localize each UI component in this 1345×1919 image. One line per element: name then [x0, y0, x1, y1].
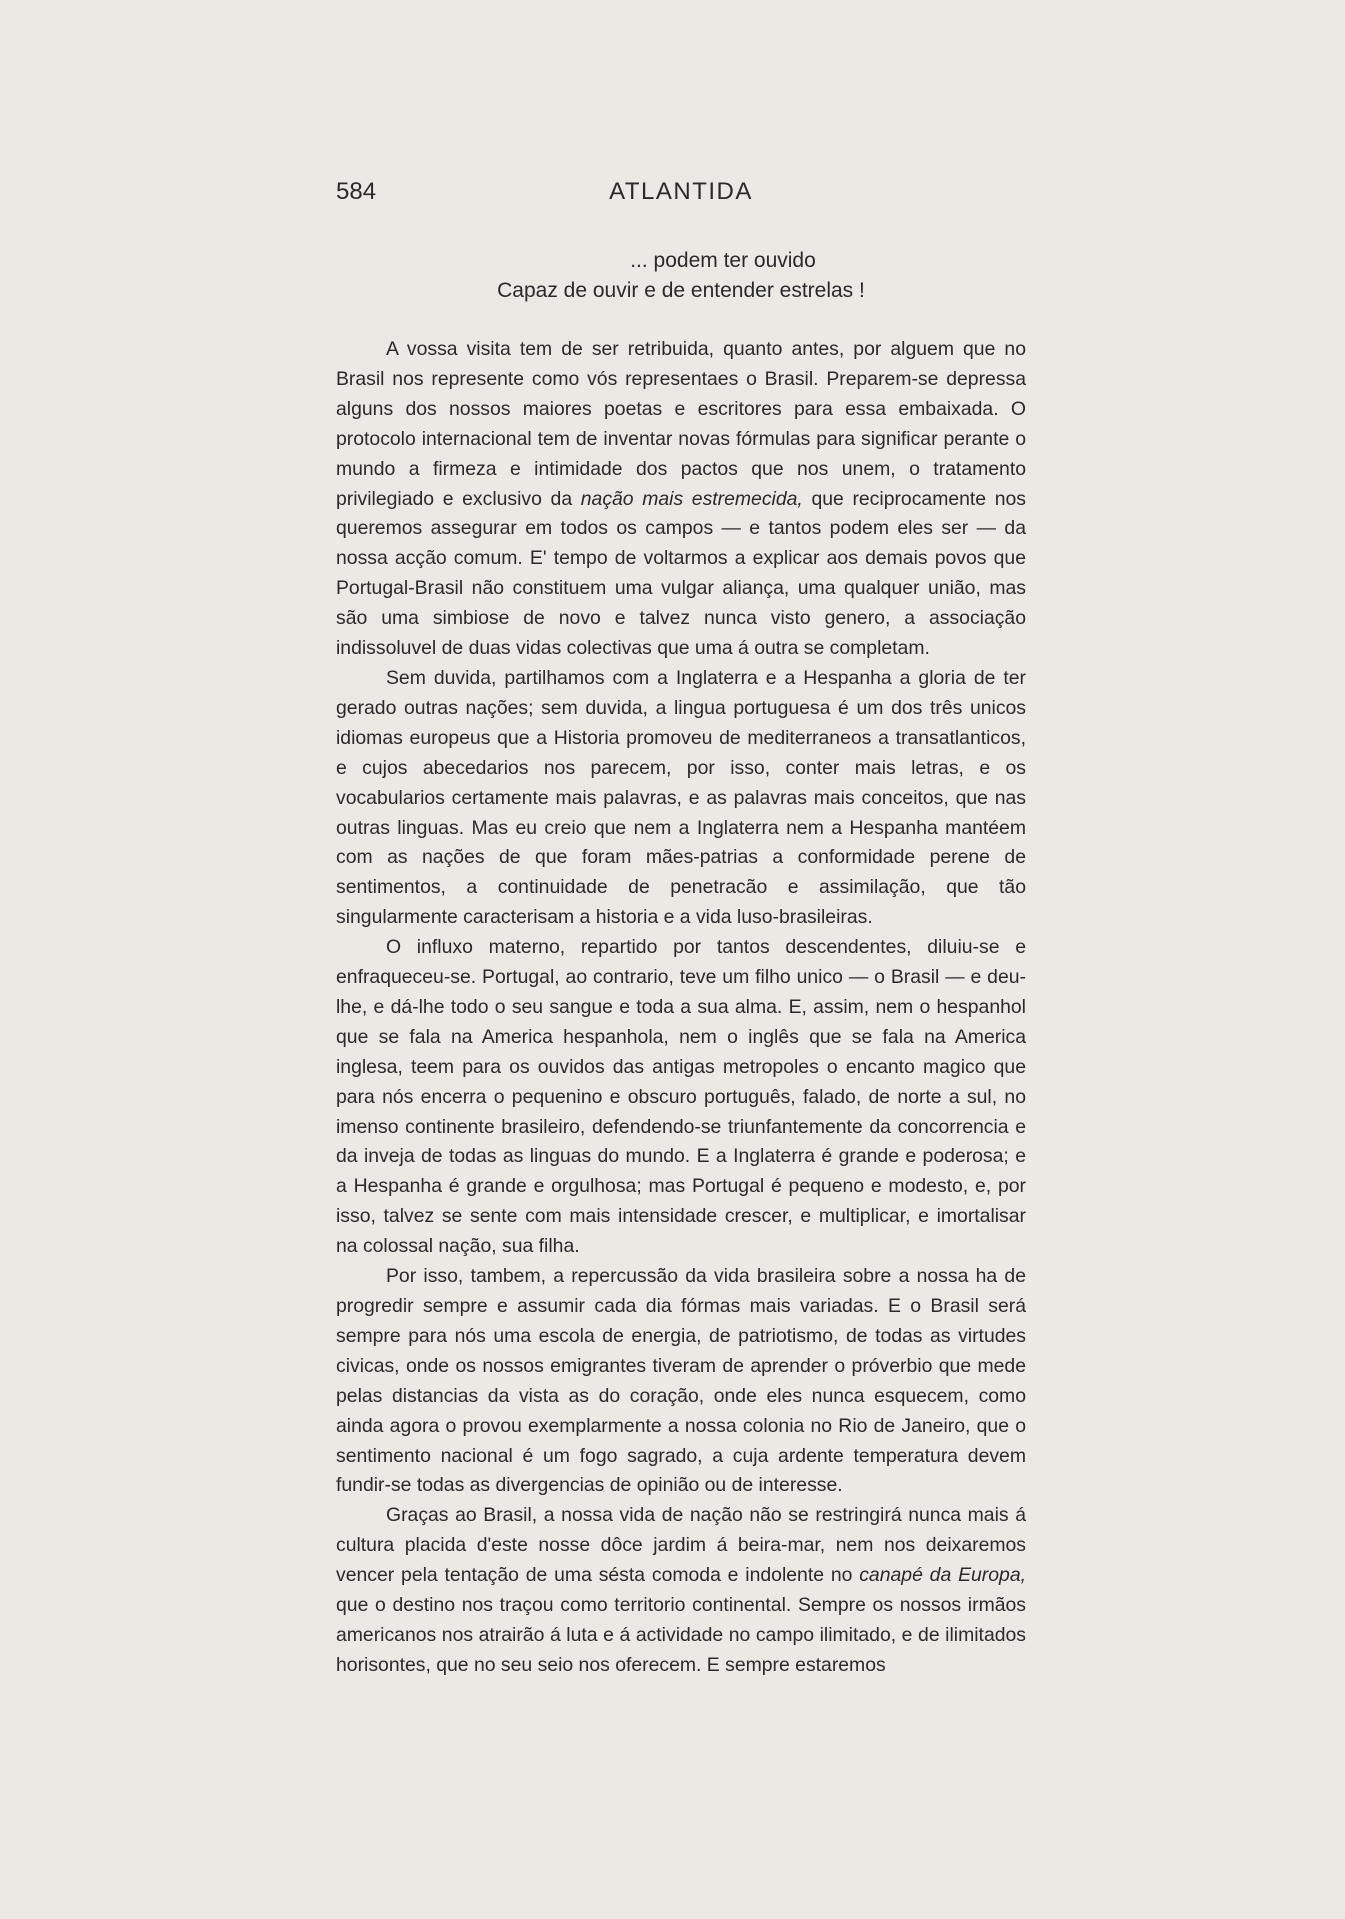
paragraph-5 — [336, 1501, 1026, 1680]
paragraph-1-part-2: que reciprocamente nos queremos assegurar em todos os campos — e tantos podem eles ser — da nossa acção comum. E' tempo de voltarmos a explicar aos demais povos que Portugal-Brasil não constituem uma vulgar aliança, uma qualquer união, mas são uma simbiose de novo e talvez nunca visto genero, a associação indissoluvel de duas vidas colectivas que uma á outra se completam. — [336, 487, 1026, 660]
epigraph-line-2: Capaz de ouvir e de entender estrelas ! — [497, 279, 865, 302]
paragraph-5-part-1: Graças ao Brasil, a nossa vida de nação não se restringirá nunca mais á cultura placida d'este nosse dôce jardim á beira-mar, nem nos deixaremos vencer pela tentação de uma sésta comoda e indolente no — [336, 1504, 1026, 1587]
paragraph-2: Sem duvida, partilhamos com a Inglaterra e a Hespanha a gloria de ter gerado outras nações; sem duvida, a lingua portuguesa é um dos três unicos idiomas europeus que a Historia promoveu de mediterraneos a transatlanticos, e cujos abecedarios nos parecem, por isso, conter mais letras, e os vocabularios certamente mais palavras, e as palavras mais conceitos, que nas outras linguas. Mas eu creio que nem a Inglaterra nem a Hespanha mantéem com as nações de que foram mães-patrias a conformidade perene de sentimentos, a continuidade de penetracão e assimilação, que tão singularmente caracterisam a historia e a vida luso-brasileiras. — [336, 666, 1026, 929]
paragraph-1-part-1: A vossa visita tem de ser retribuida, quanto antes, por alguem que no Brasil nos represente como vós representaes o Brasil. Preparem-se depressa alguns dos nossos maiores poetas e escritores para essa embaixada. O protocolo internacional tem de inventar novas fórmulas para significar perante o mundo a firmeza e intimidade dos pactos que nos unem, o tratamento privilegiado e exclusivo da — [336, 338, 1026, 510]
running-title: ATLANTIDA — [609, 178, 753, 205]
paragraph-3: O influxo materno, repartido por tantos descendentes, diluiu-se e enfraqueceu-se. Portugal, ao contrario, teve um filho unico — o Brasil — e deu-lhe, e dá-lhe todo o seu sangue e toda a sua alma. E, assim, nem o hespanhol que se fala na America hespanhola, nem o inglês que se fala na America inglesa, teem para os ouvidos das antigas metropoles o encanto magico que para nós encerra o pequenino e obscuro português, falado, de norte a sul, no imenso continente brasileiro, defendendo-se triunfantemente da concorrencia e da inveja de todas as linguas do mundo. E a Inglaterra é grande e poderosa; e a Hespanha é grande e orgulhosa; mas Portugal é pequeno e modesto, e, por isso, talvez se sente com mais intensidade crescer, e multiplicar, e imortalisar na colossal nação, sua filha. — [336, 936, 1026, 1258]
paragraph-5-part-2: que o destino nos traçou como territorio continental. Sempre os nossos irmãos americanos nos atrairão á luta e á actividade no campo ilimitado, e de ilimitados horisontes, que no seu seio nos oferecem. E sempre estaremos — [336, 1594, 1026, 1676]
paragraph-4: Por isso, tambem, a repercussão da vida brasileira sobre a nossa ha de progredir sempre e assumir cada dia fórmas mais variadas. E o Brasil será sempre para nós uma escola de energia, de patriotismo, de todas as virtudes civicas, onde os nossos emigrantes tiveram de aprender o próverbio que mede pelas distancias da vista as do coração, onde eles nunca esquecem, como ainda agora o provou exemplarmente a nossa colonia no Rio de Janeiro, que o sentimento nacional é um fogo sagrado, a cuja ardente temperatura devem fundir-se todas as divergencias de opinião ou de interesse. — [336, 1265, 1026, 1497]
page-header — [336, 178, 1026, 214]
paragraph-5-italic: canapé da Europa, — [859, 1564, 1026, 1587]
paragraph-1 — [336, 335, 1026, 664]
page-number: 584 — [336, 178, 377, 205]
paragraph-1-italic: nação mais estremecida, — [580, 487, 803, 510]
epigraph-line-1: ... podem ter ouvido — [630, 249, 816, 272]
epigraph — [336, 246, 1026, 306]
body-text — [336, 335, 1026, 1681]
